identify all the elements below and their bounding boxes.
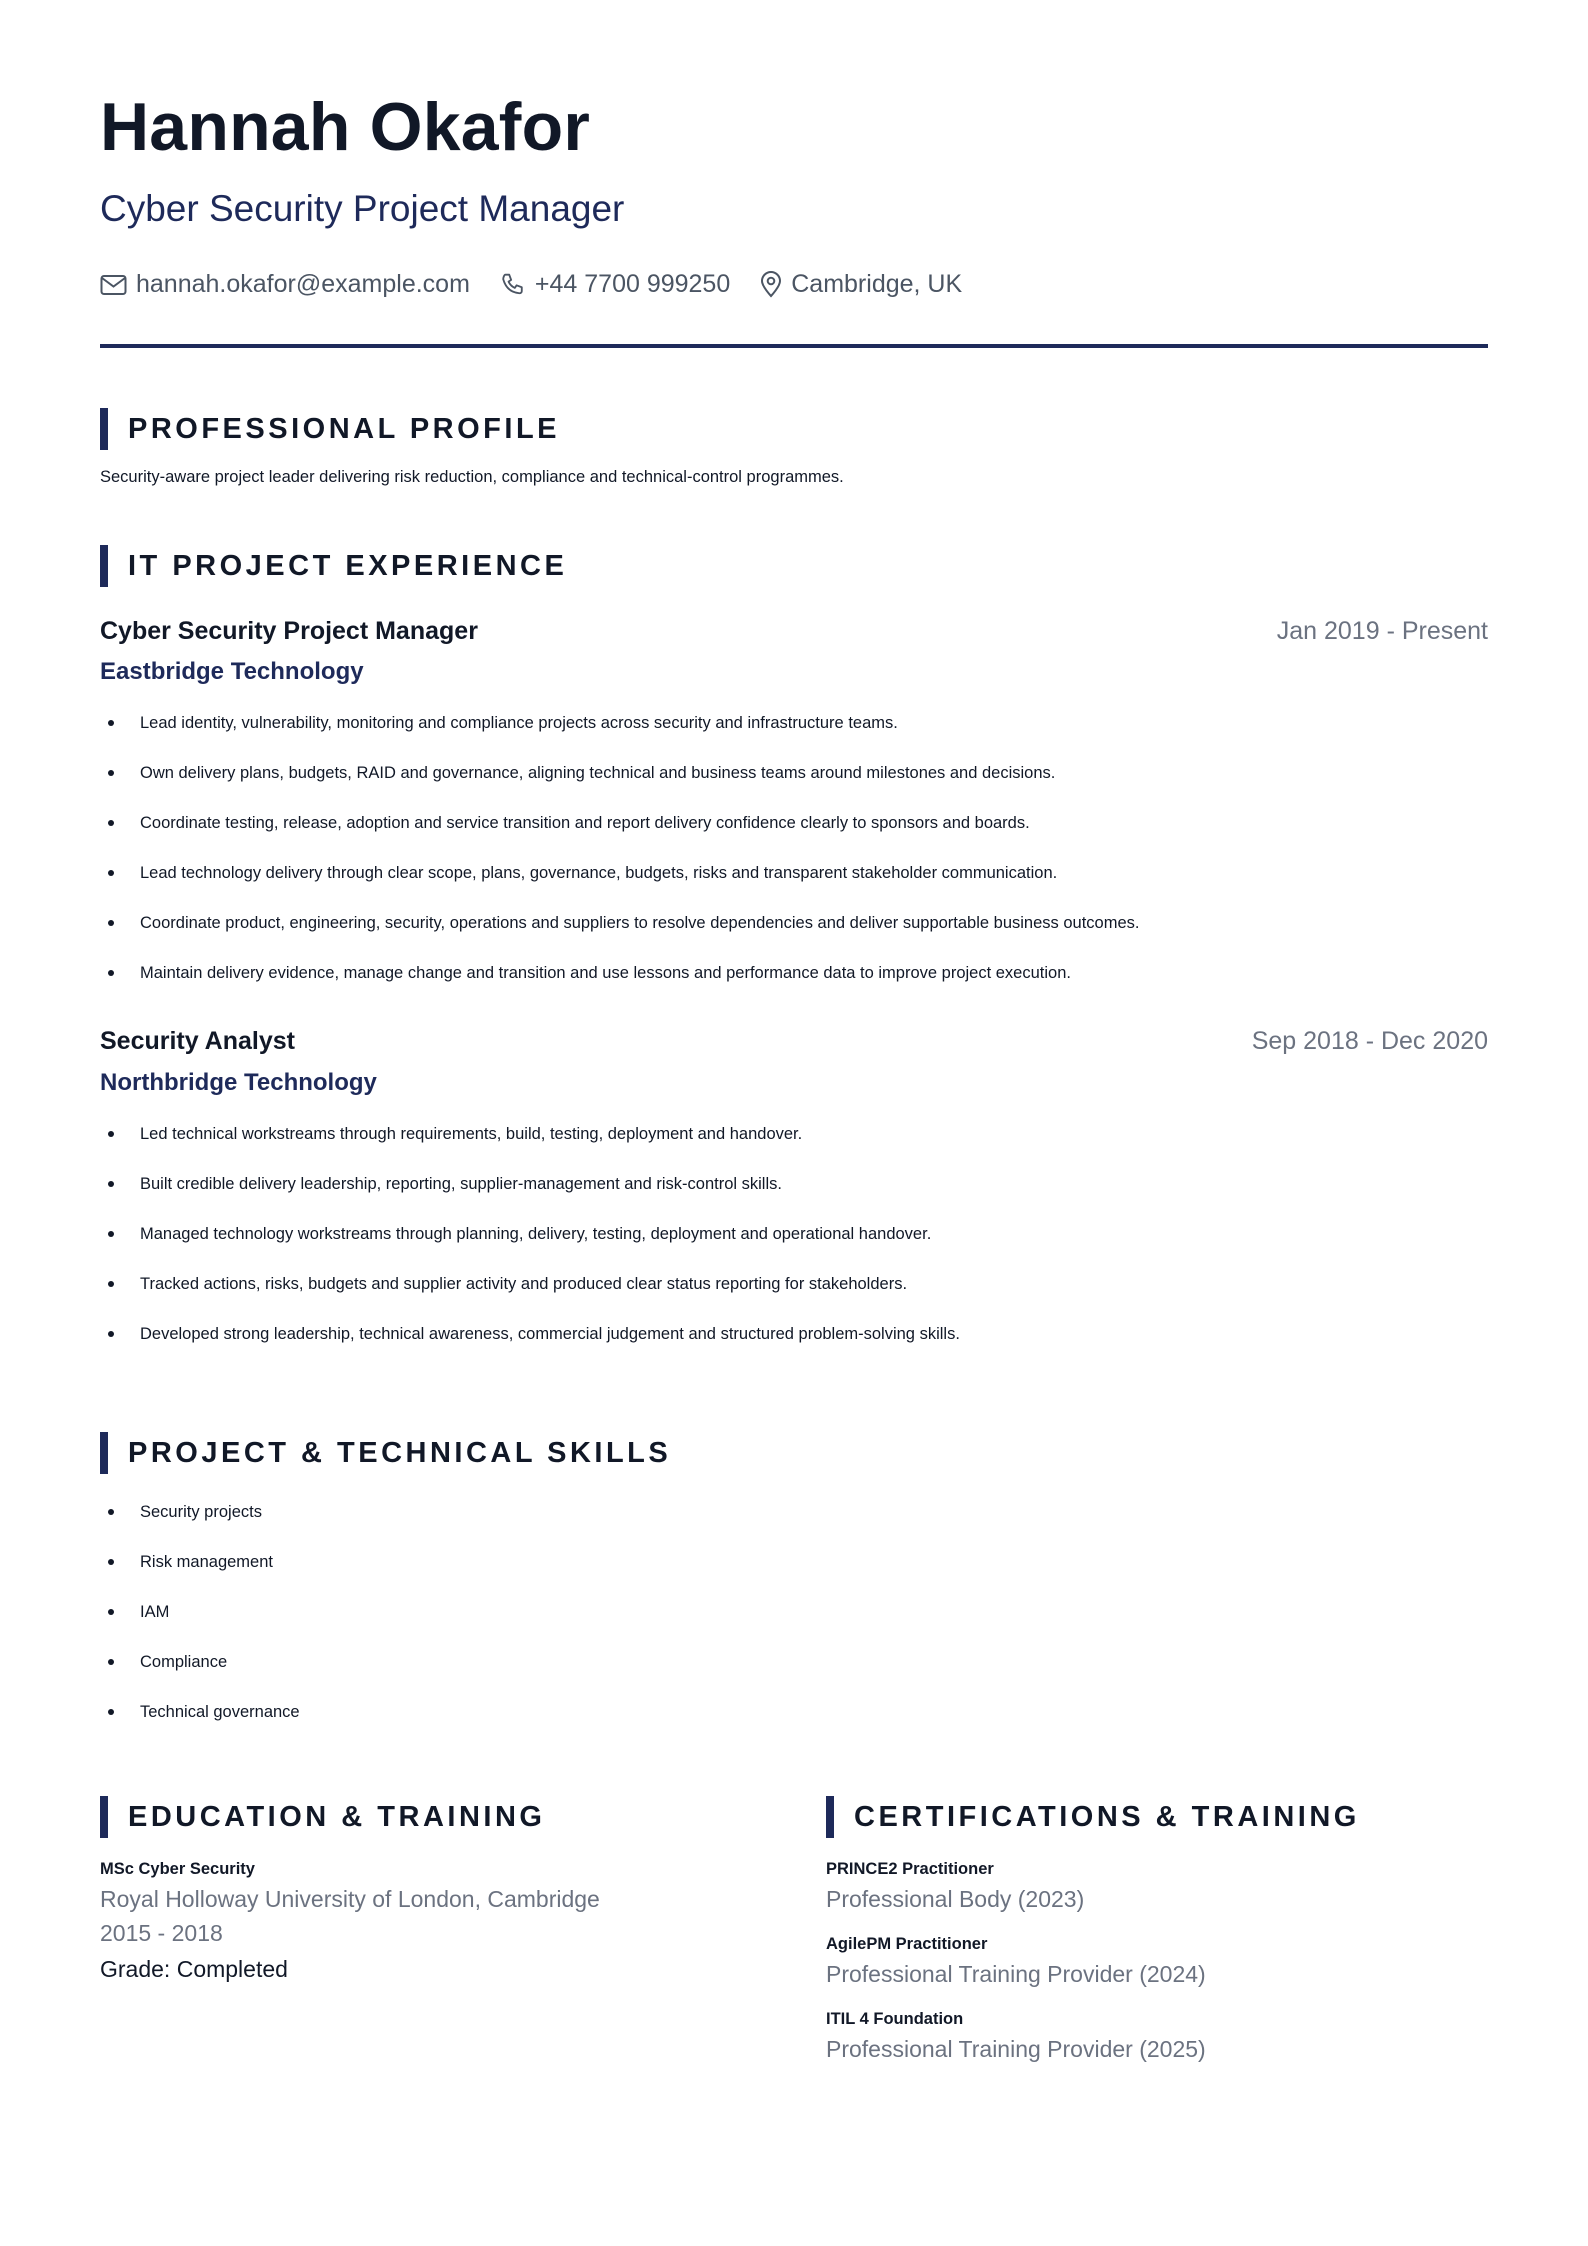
- certification-issuer: Professional Body (2023): [826, 1886, 1085, 1912]
- section-heading: EDUCATION & TRAINING: [128, 1800, 546, 1833]
- location-text: Cambridge, UK: [791, 270, 963, 298]
- phone-icon: [500, 272, 526, 298]
- section-accent-bar: [100, 1796, 108, 1838]
- job-dates: Sep 2018 - Dec 2020: [1251, 1027, 1488, 1055]
- header-divider: [100, 344, 1488, 348]
- list-item: Maintain delivery evidence, manage change and transition and use lessons and performance data to improve project execution.: [100, 963, 1139, 1013]
- list-item: Built credible delivery leadership, reporting, supplier-management and risk-control skills.: [100, 1174, 960, 1224]
- skill-item: Risk management: [100, 1552, 300, 1602]
- section-accent-bar: [826, 1796, 834, 1838]
- education-years: 2015 - 2018: [100, 1920, 223, 1946]
- education-institution: Royal Holloway University of London, Cambridge: [100, 1886, 600, 1912]
- contact-row: [100, 270, 992, 299]
- job-title: Security Analyst: [100, 1027, 295, 1055]
- job-company: Eastbridge Technology: [100, 658, 364, 685]
- profile-summary: Security-aware project leader delivering risk reduction, compliance and technical-control programmes.: [100, 468, 844, 486]
- section-skills: [100, 1432, 671, 1474]
- skill-item: Technical governance: [100, 1702, 300, 1752]
- contact-email[interactable]: [100, 270, 470, 299]
- job-bullets: [100, 713, 1139, 1013]
- section-heading: IT PROJECT EXPERIENCE: [128, 549, 568, 582]
- list-item: Coordinate product, engineering, security, operations and suppliers to resolve dependencies and deliver supportable business outcomes.: [100, 913, 1139, 963]
- section-heading: PROJECT & TECHNICAL SKILLS: [128, 1436, 672, 1469]
- certification-name: AgilePM Practitioner: [826, 1935, 988, 1953]
- job-bullets: [100, 1124, 960, 1374]
- section-accent-bar: [100, 1432, 108, 1474]
- mail-icon: [100, 274, 127, 296]
- job-company: Northbridge Technology: [100, 1069, 377, 1096]
- list-item: Coordinate testing, release, adoption and service transition and report delivery confidence clearly to sponsors and boards.: [100, 813, 1139, 863]
- certification-name: PRINCE2 Practitioner: [826, 1860, 994, 1878]
- section-heading: CERTIFICATIONS & TRAINING: [854, 1800, 1360, 1833]
- list-item: Lead identity, vulnerability, monitoring and compliance projects across security and infrastructure teams.: [100, 713, 1139, 763]
- education-grade: Grade: Completed: [100, 1956, 288, 1982]
- section-certifications: [826, 1796, 1360, 1838]
- section-heading: PROFESSIONAL PROFILE: [128, 412, 561, 445]
- phone-text: +44 7700 999250: [534, 270, 731, 298]
- skill-item: Compliance: [100, 1652, 300, 1702]
- list-item: Lead technology delivery through clear scope, plans, governance, budgets, risks and transparent stakeholder communication.: [100, 863, 1139, 913]
- section-profile: [100, 408, 560, 450]
- contact-phone[interactable]: [500, 270, 730, 299]
- education-degree: MSc Cyber Security: [100, 1860, 255, 1878]
- skill-item: IAM: [100, 1602, 300, 1652]
- section-experience: [100, 545, 567, 587]
- list-item: Own delivery plans, budgets, RAID and governance, aligning technical and business teams around milestones and decisions.: [100, 763, 1139, 813]
- contact-location: [760, 270, 962, 299]
- email-text: hannah.okafor@example.com: [136, 270, 470, 298]
- section-education: [100, 1796, 545, 1838]
- list-item: Managed technology workstreams through planning, delivery, testing, deployment and operational handover.: [100, 1224, 960, 1274]
- candidate-title: Cyber Security Project Manager: [100, 188, 625, 229]
- section-accent-bar: [100, 408, 108, 450]
- list-item: Developed strong leadership, technical awareness, commercial judgement and structured problem-solving skills.: [100, 1324, 960, 1374]
- certification-name: ITIL 4 Foundation: [826, 2010, 964, 2028]
- job-dates: Jan 2019 - Present: [1276, 617, 1488, 645]
- map-pin-icon: [760, 271, 782, 298]
- list-item: Tracked actions, risks, budgets and supplier activity and produced clear status reporting for stakeholders.: [100, 1274, 960, 1324]
- skills-list: [100, 1502, 300, 1752]
- section-accent-bar: [100, 545, 108, 587]
- list-item: Led technical workstreams through requirements, build, testing, deployment and handover.: [100, 1124, 960, 1174]
- skill-item: Security projects: [100, 1502, 300, 1552]
- job-title: Cyber Security Project Manager: [100, 617, 478, 645]
- certification-issuer: Professional Training Provider (2024): [826, 1961, 1206, 1987]
- certification-issuer: Professional Training Provider (2025): [826, 2036, 1206, 2062]
- candidate-name: Hannah Okafor: [100, 89, 591, 165]
